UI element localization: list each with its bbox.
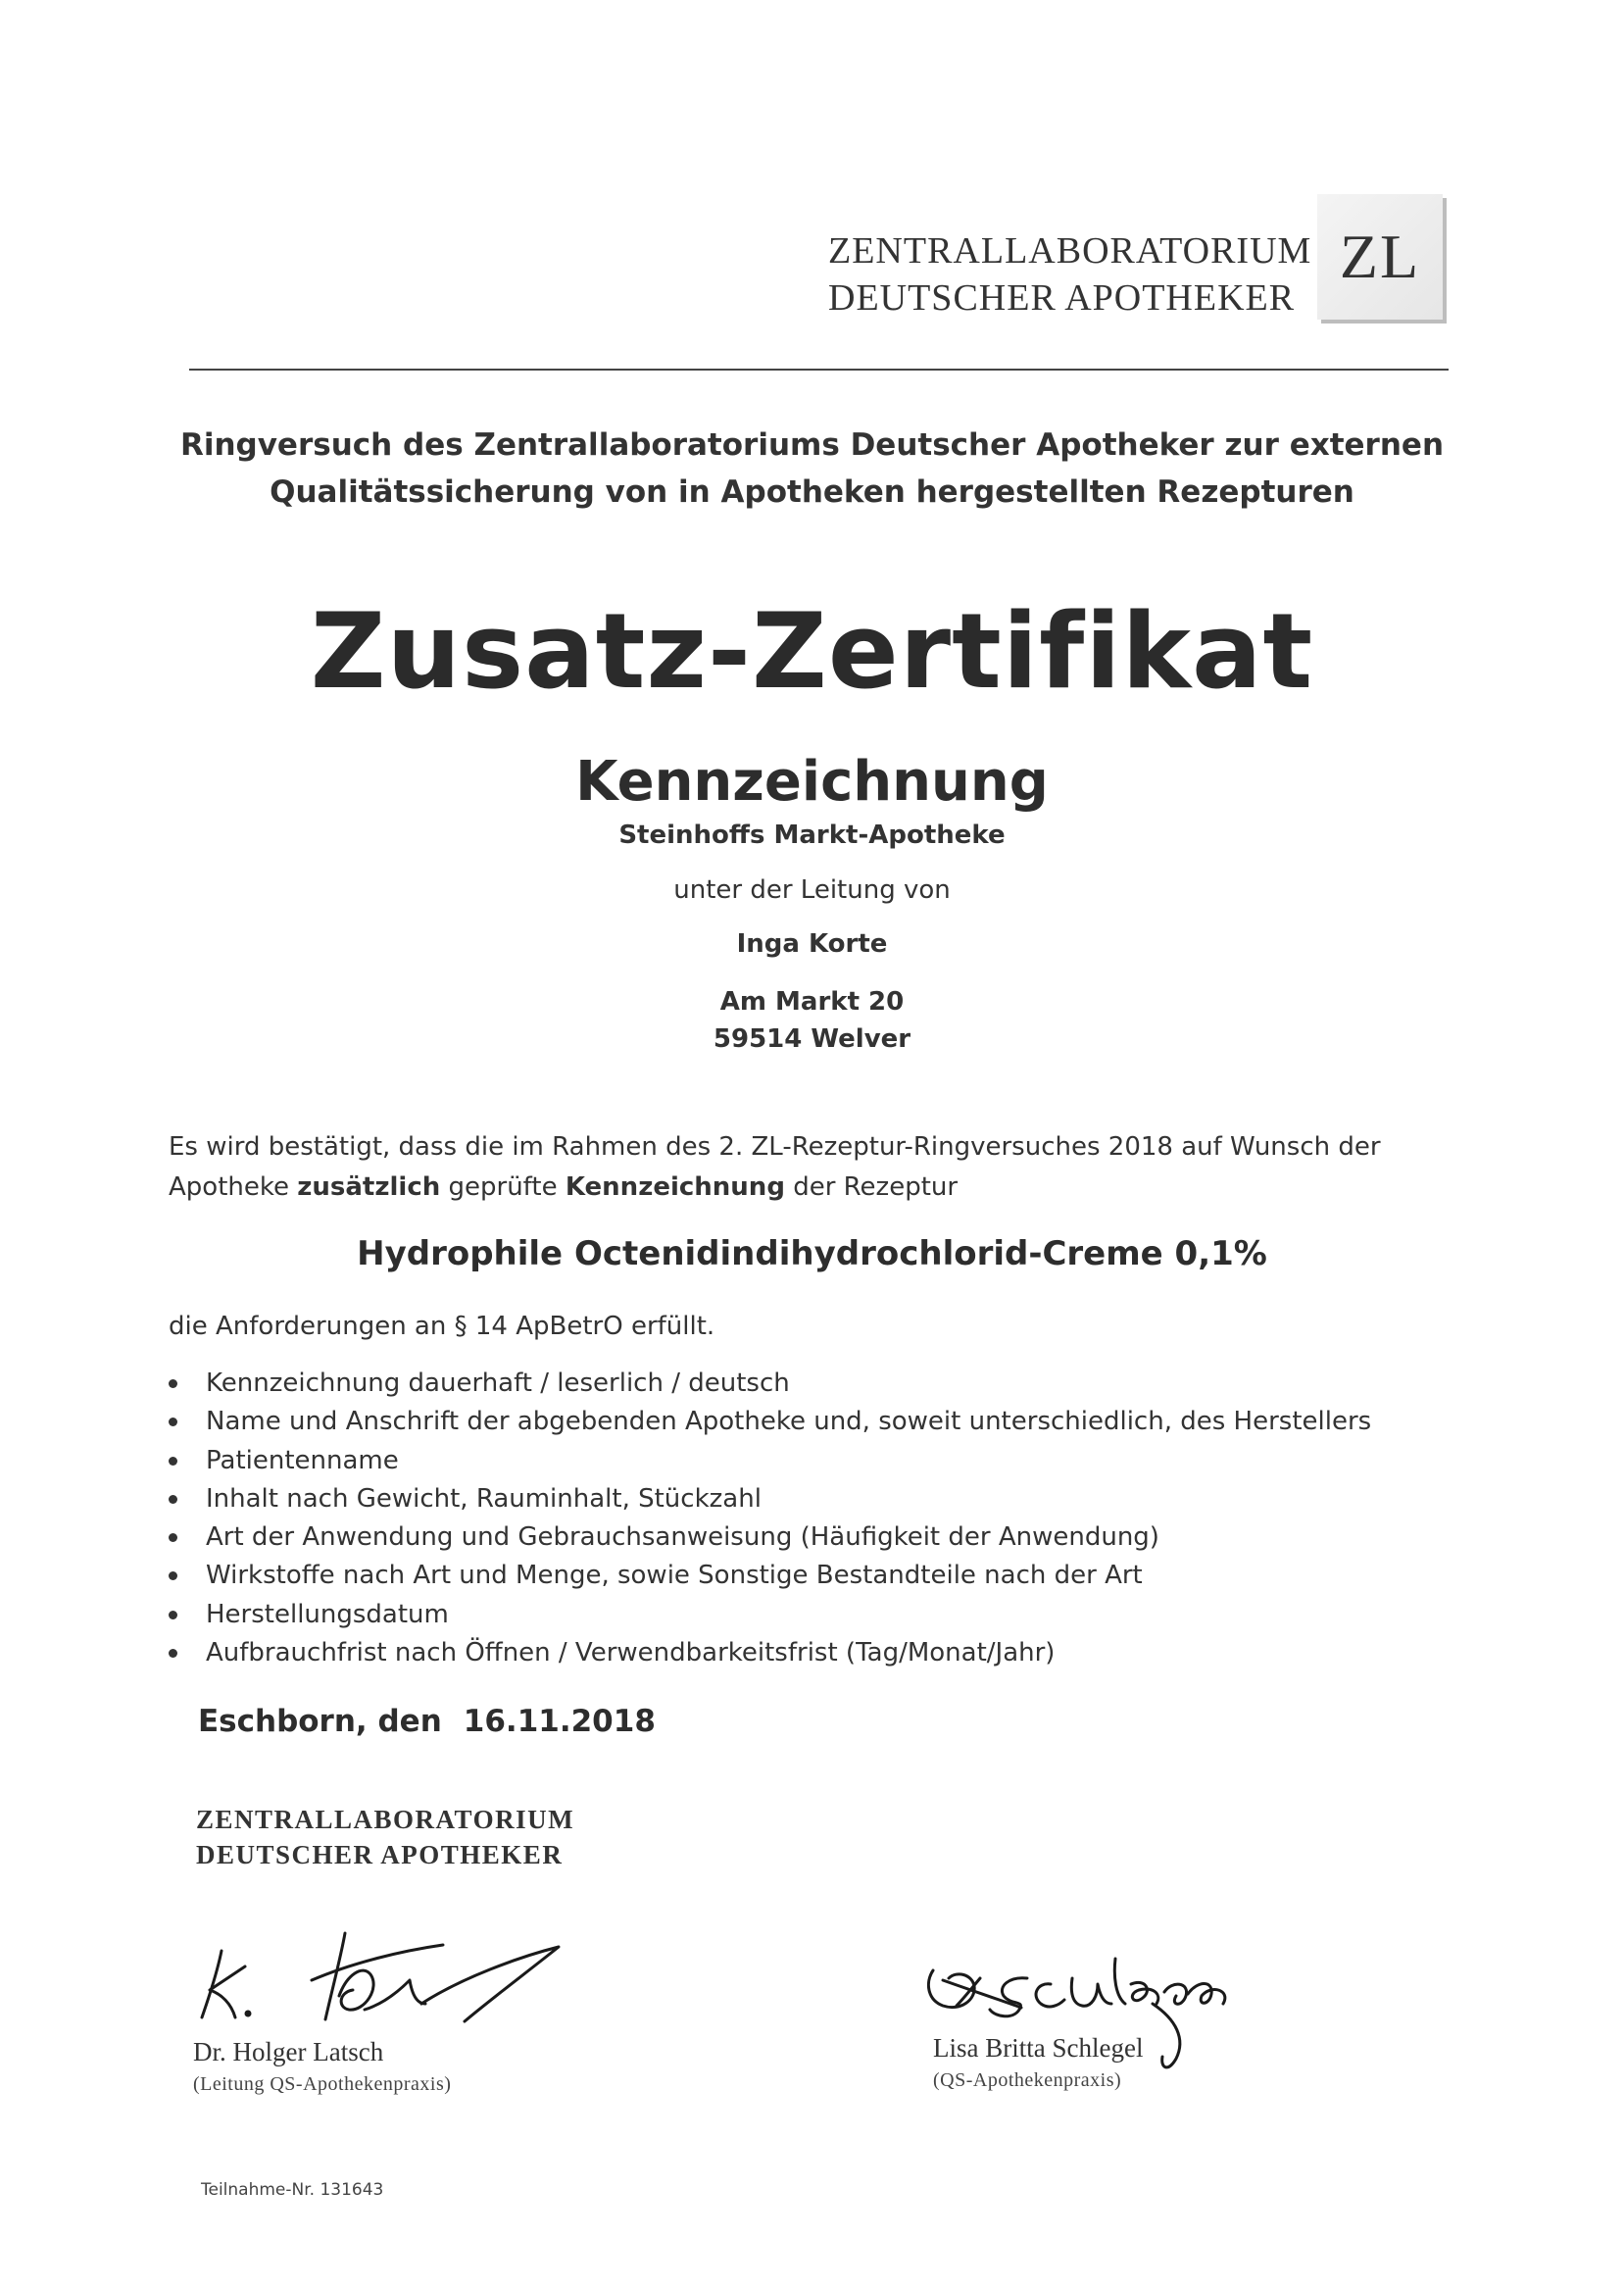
header-organization [828, 227, 1312, 322]
list-item-text: Aufbrauchfrist nach Öffnen / Verwendbarkeitsfrist (Tag/Monat/Jahr) [206, 1638, 1056, 1668]
zl-logo-text: ZL [1339, 222, 1421, 291]
intro-text [167, 422, 1457, 516]
list-item-text: Patientenname [206, 1445, 399, 1475]
intro-line1: Ringversuch des Zentrallaboratoriums Deutscher Apotheker zur externen [179, 427, 1445, 463]
confirmation-part3: der Rezeptur [784, 1172, 959, 1202]
list-item-text: Herstellungsdatum [206, 1599, 449, 1629]
list-item-text: Name und Anschrift der abgebenden Apotheke und, soweit unterschiedlich, des Herstellers [206, 1407, 1372, 1437]
list-item-text: Art der Anwendung und Gebrauchsanweisung (Häufigkeit der Anwendung) [206, 1522, 1159, 1553]
signatory-2-name: Lisa Britta Schlegel [933, 2033, 1144, 2063]
list-item [169, 1634, 1472, 1672]
confirmation-part2: geprüfte [440, 1172, 566, 1202]
list-item [169, 1442, 1472, 1480]
bullet-icon [169, 1611, 177, 1619]
footer-org-line1: ZENTRALLABORATORIUM [196, 1805, 575, 1834]
list-item [169, 1365, 1472, 1403]
list-item [169, 1480, 1472, 1518]
list-item-text: Wirkstoffe nach Art und Menge, sowie Sonstige Bestandteile nach der Art [206, 1561, 1143, 1591]
certificate-title: Zusatz-Zertifikat [310, 591, 1314, 712]
bullet-icon [169, 1418, 177, 1426]
requirements-text: die Anforderungen an § 14 ApBetrO erfüllt. [169, 1312, 715, 1341]
confirmation-bold2: Kennzeichnung [565, 1172, 785, 1202]
place-date [198, 1700, 884, 1743]
bullet-icon [169, 1379, 177, 1388]
pharmacy-street: Am Markt 20 [719, 987, 905, 1017]
pharmacy-manager: Inga Korte [736, 929, 888, 959]
requirements-list [169, 1365, 1472, 1672]
header-org-line2: DEUTSCHER APOTHEKER [828, 277, 1296, 319]
signature-latsch [202, 1933, 559, 2021]
pharmacy-name: Steinhoffs Markt-Apotheke [618, 821, 1006, 850]
signatory-2-role: (QS-Apothekenpraxis) [933, 2069, 1122, 2091]
bullet-icon [169, 1533, 177, 1542]
bullet-icon [169, 1457, 177, 1466]
pharmacy-city: 59514 Welver [713, 1024, 911, 1054]
product-name: Hydrophile Octenidindihydrochlorid-Creme 0,1% [357, 1234, 1267, 1273]
place-text: Eschborn, den [198, 1704, 442, 1739]
bullet-icon [169, 1495, 177, 1504]
confirmation-bold1: zusätzlich [297, 1172, 441, 1202]
header-divider [189, 369, 1449, 371]
header-org-line1: ZENTRALLABORATORIUM [828, 230, 1312, 272]
list-item-text: Kennzeichnung dauerhaft / leserlich / deutsch [206, 1368, 790, 1398]
signatory-1-name: Dr. Holger Latsch [193, 2037, 384, 2066]
signatory-1-role: (Leitung QS-Apothekenpraxis) [193, 2073, 452, 2095]
bullet-icon [169, 1571, 177, 1580]
certificate-subtitle: Kennzeichnung [575, 750, 1049, 814]
zl-logo [1317, 194, 1443, 320]
list-item-text: Inhalt nach Gewicht, Rauminhalt, Stückzahl [206, 1483, 762, 1514]
intro-line2: Qualitätssicherung von in Apotheken hergestellten Rezepturen [270, 474, 1354, 510]
bullet-icon [169, 1649, 177, 1658]
list-item [169, 1518, 1472, 1557]
participant-number: Teilnahme-Nr. 131643 [201, 2180, 384, 2200]
list-item [169, 1403, 1472, 1441]
date-text: 16.11.2018 [463, 1704, 656, 1739]
pharmacy-lead-text: unter der Leitung von [673, 875, 951, 905]
confirmation-part1: Es wird bestätigt, dass die im Rahmen des 2. ZL-Rezeptur-Ringversuches 2018 auf Wunsch der Apotheke [169, 1132, 1381, 1202]
list-item [169, 1596, 1472, 1634]
confirmation-paragraph [169, 1127, 1462, 1208]
footer-org-line2: DEUTSCHER APOTHEKER [196, 1840, 564, 1869]
list-item [169, 1557, 1472, 1595]
footer-organization [196, 1802, 686, 1872]
